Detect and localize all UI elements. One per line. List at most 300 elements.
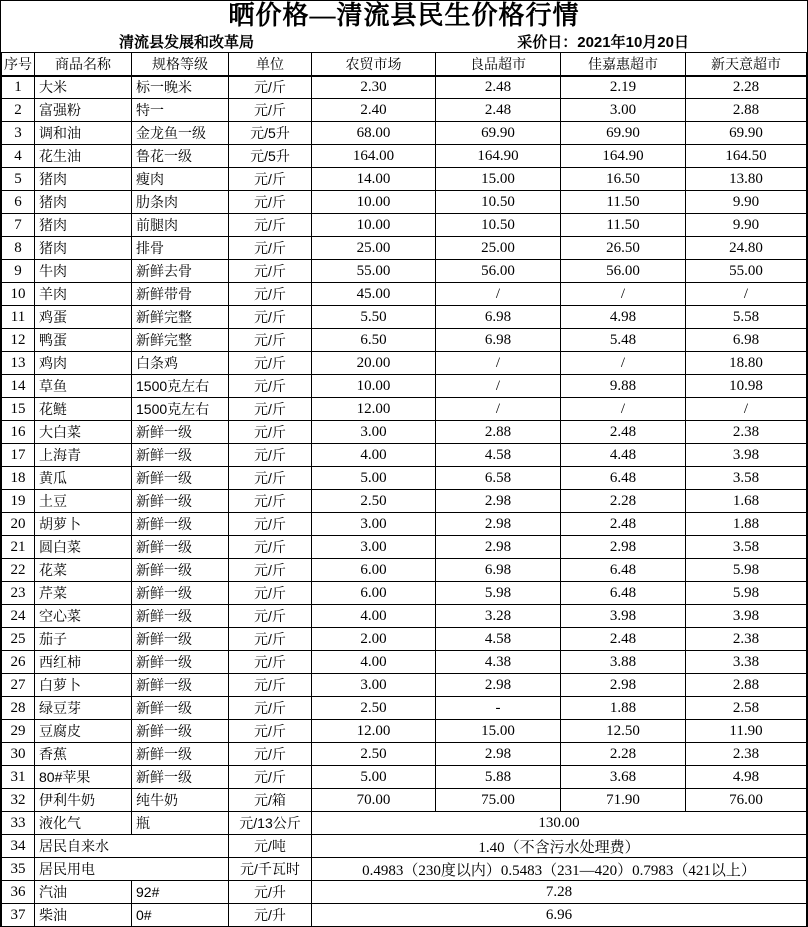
merged-price-cell: 130.00 [312, 812, 807, 835]
price-cell: 3.98 [561, 605, 686, 628]
product-name: 居民自来水 [35, 835, 229, 858]
table-row [2, 559, 807, 582]
row-index: 36 [2, 881, 35, 904]
product-name: 鸡肉 [35, 352, 132, 375]
price-cell: 2.28 [686, 76, 807, 99]
row-index: 12 [2, 329, 35, 352]
table-row [2, 260, 807, 283]
table-row [2, 858, 807, 881]
price-cell: / [561, 283, 686, 306]
price-cell: 2.50 [312, 743, 436, 766]
col-header-farmers-market: 农贸市场 [312, 53, 436, 76]
unit: 元/斤 [229, 260, 312, 283]
price-cell: 3.00 [312, 513, 436, 536]
price-cell: 2.50 [312, 697, 436, 720]
product-name: 草鱼 [35, 375, 132, 398]
price-cell: 12.00 [312, 398, 436, 421]
table-row [2, 76, 807, 99]
price-cell: 25.00 [312, 237, 436, 260]
unit: 元/13公斤 [229, 812, 312, 835]
price-cell: 4.00 [312, 651, 436, 674]
price-cell: 4.98 [686, 766, 807, 789]
price-cell: 3.68 [561, 766, 686, 789]
price-cell: 3.38 [686, 651, 807, 674]
price-cell: 4.48 [561, 444, 686, 467]
price-cell: 2.48 [561, 421, 686, 444]
table-row [2, 628, 807, 651]
price-cell: 5.98 [436, 582, 561, 605]
row-index: 32 [2, 789, 35, 812]
price-cell: 6.98 [436, 306, 561, 329]
price-cell: 5.58 [686, 306, 807, 329]
price-cell: 3.00 [312, 536, 436, 559]
table-row [2, 145, 807, 168]
price-cell: 12.00 [312, 720, 436, 743]
product-name: 空心菜 [35, 605, 132, 628]
unit: 元/斤 [229, 99, 312, 122]
price-cell: 4.00 [312, 605, 436, 628]
product-spec: 金龙鱼一级 [132, 122, 229, 145]
row-index: 18 [2, 467, 35, 490]
price-cell: 6.98 [686, 329, 807, 352]
unit: 元/升 [229, 881, 312, 904]
price-cell: 5.88 [436, 766, 561, 789]
product-spec: 瘦肉 [132, 168, 229, 191]
unit: 元/斤 [229, 628, 312, 651]
table-row [2, 352, 807, 375]
price-cell: 11.50 [561, 214, 686, 237]
unit: 元/斤 [229, 306, 312, 329]
unit: 元/斤 [229, 237, 312, 260]
price-cell: 18.80 [686, 352, 807, 375]
row-index: 14 [2, 375, 35, 398]
table-row [2, 191, 807, 214]
price-cell: 1.88 [561, 697, 686, 720]
price-cell: 3.00 [312, 421, 436, 444]
table-row [2, 421, 807, 444]
price-cell: 15.00 [436, 168, 561, 191]
unit: 元/斤 [229, 743, 312, 766]
price-cell: 2.50 [312, 490, 436, 513]
unit: 元/吨 [229, 835, 312, 858]
product-name: 花生油 [35, 145, 132, 168]
price-cell: 2.88 [436, 421, 561, 444]
price-cell: 45.00 [312, 283, 436, 306]
price-cell: 11.90 [686, 720, 807, 743]
product-spec: 新鲜带骨 [132, 283, 229, 306]
unit: 元/斤 [229, 674, 312, 697]
price-cell: 1.88 [686, 513, 807, 536]
product-name: 花鲢 [35, 398, 132, 421]
price-cell: 25.00 [436, 237, 561, 260]
price-table [1, 52, 807, 927]
product-spec: 新鲜一级 [132, 421, 229, 444]
table-row [2, 536, 807, 559]
survey-date-label: 采价日：2021年10月20日 [517, 34, 689, 51]
unit: 元/箱 [229, 789, 312, 812]
price-cell: 164.90 [436, 145, 561, 168]
table-row [2, 329, 807, 352]
price-cell: 164.50 [686, 145, 807, 168]
unit: 元/斤 [229, 283, 312, 306]
product-spec: 白条鸡 [132, 352, 229, 375]
price-cell: 6.58 [436, 467, 561, 490]
price-cell: 2.98 [561, 536, 686, 559]
price-cell: / [436, 283, 561, 306]
product-spec: 新鲜一级 [132, 720, 229, 743]
table-row [2, 743, 807, 766]
row-index: 26 [2, 651, 35, 674]
col-header-xintianyi-market: 新天意超市 [686, 53, 807, 76]
header-row [2, 53, 807, 76]
unit: 元/斤 [229, 582, 312, 605]
product-spec: 新鲜一级 [132, 582, 229, 605]
table-row [2, 720, 807, 743]
product-spec: 新鲜一级 [132, 513, 229, 536]
unit: 元/斤 [229, 651, 312, 674]
product-name: 花菜 [35, 559, 132, 582]
product-spec: 新鲜去骨 [132, 260, 229, 283]
price-cell: 6.00 [312, 582, 436, 605]
product-spec: 新鲜一级 [132, 490, 229, 513]
row-index: 28 [2, 697, 35, 720]
price-cell: 16.50 [561, 168, 686, 191]
price-cell: 9.90 [686, 191, 807, 214]
unit: 元/斤 [229, 375, 312, 398]
price-cell: 69.90 [561, 122, 686, 145]
row-index: 22 [2, 559, 35, 582]
table-row [2, 306, 807, 329]
price-cell: 10.50 [436, 191, 561, 214]
table-row [2, 214, 807, 237]
price-cell: 6.00 [312, 559, 436, 582]
product-spec: 新鲜一级 [132, 743, 229, 766]
row-index: 21 [2, 536, 35, 559]
row-index: 3 [2, 122, 35, 145]
price-cell: 2.58 [686, 697, 807, 720]
col-header-index: 序号 [2, 53, 35, 76]
product-name: 80#苹果 [35, 766, 132, 789]
price-cell: 3.98 [686, 605, 807, 628]
price-cell: 164.00 [312, 145, 436, 168]
price-cell: 55.00 [686, 260, 807, 283]
row-index: 9 [2, 260, 35, 283]
agency-label: 清流县发展和改革局 [119, 34, 255, 51]
product-name: 调和油 [35, 122, 132, 145]
unit: 元/斤 [229, 214, 312, 237]
price-cell: 9.90 [686, 214, 807, 237]
price-cell: 10.00 [312, 214, 436, 237]
product-name: 上海青 [35, 444, 132, 467]
product-spec: 肋条肉 [132, 191, 229, 214]
col-header-unit: 单位 [229, 53, 312, 76]
product-spec: 新鲜一级 [132, 536, 229, 559]
row-index: 29 [2, 720, 35, 743]
price-cell: 4.58 [436, 444, 561, 467]
row-index: 10 [2, 283, 35, 306]
product-name: 茄子 [35, 628, 132, 651]
product-name: 香蕉 [35, 743, 132, 766]
merged-price-cell: 0.4983（230度以内）0.5483（231—420）0.7983（421以上） [312, 858, 807, 881]
product-name: 胡萝卜 [35, 513, 132, 536]
price-cell: 10.00 [312, 375, 436, 398]
unit: 元/斤 [229, 421, 312, 444]
product-spec: 新鲜完整 [132, 306, 229, 329]
page-title: 晒价格—清流县民生价格行情 [228, 1, 580, 30]
price-cell: 20.00 [312, 352, 436, 375]
price-cell: 2.38 [686, 743, 807, 766]
merged-price-cell: 7.28 [312, 881, 807, 904]
unit: 元/斤 [229, 559, 312, 582]
table-row [2, 490, 807, 513]
product-spec: 瓶 [132, 812, 229, 835]
price-cell: 76.00 [686, 789, 807, 812]
row-index: 13 [2, 352, 35, 375]
unit: 元/千瓦时 [229, 858, 312, 881]
merged-price-cell: 6.96 [312, 904, 807, 927]
unit: 元/斤 [229, 605, 312, 628]
row-index: 6 [2, 191, 35, 214]
price-cell: 56.00 [561, 260, 686, 283]
price-cell: 2.98 [561, 674, 686, 697]
table-row [2, 398, 807, 421]
merged-price-cell: 1.40（不含污水处理费） [312, 835, 807, 858]
product-spec: 纯牛奶 [132, 789, 229, 812]
row-index: 17 [2, 444, 35, 467]
table-row [2, 237, 807, 260]
price-cell: 1.68 [686, 490, 807, 513]
price-cell: 5.00 [312, 766, 436, 789]
table-row [2, 605, 807, 628]
price-cell: 3.00 [312, 674, 436, 697]
price-cell: 75.00 [436, 789, 561, 812]
product-spec: 新鲜一级 [132, 674, 229, 697]
table-row [2, 513, 807, 536]
table-row [2, 881, 807, 904]
product-name: 伊利牛奶 [35, 789, 132, 812]
row-index: 24 [2, 605, 35, 628]
product-name: 牛肉 [35, 260, 132, 283]
unit: 元/斤 [229, 191, 312, 214]
row-index: 16 [2, 421, 35, 444]
unit: 元/5升 [229, 122, 312, 145]
product-spec: 排骨 [132, 237, 229, 260]
price-cell: 56.00 [436, 260, 561, 283]
product-spec: 新鲜一级 [132, 467, 229, 490]
row-index: 34 [2, 835, 35, 858]
price-cell: / [561, 352, 686, 375]
product-name: 黄瓜 [35, 467, 132, 490]
price-cell: 3.28 [436, 605, 561, 628]
row-index: 7 [2, 214, 35, 237]
price-cell: 26.50 [561, 237, 686, 260]
price-cell: 5.98 [686, 559, 807, 582]
price-cell: 164.90 [561, 145, 686, 168]
table-row [2, 674, 807, 697]
product-name: 富强粉 [35, 99, 132, 122]
product-name: 居民用电 [35, 858, 229, 881]
price-cell: 6.98 [436, 559, 561, 582]
row-index: 23 [2, 582, 35, 605]
product-spec: 新鲜一级 [132, 605, 229, 628]
price-cell: / [561, 398, 686, 421]
price-cell: 10.98 [686, 375, 807, 398]
unit: 元/斤 [229, 536, 312, 559]
product-name: 豆腐皮 [35, 720, 132, 743]
price-cell: 10.50 [436, 214, 561, 237]
row-index: 2 [2, 99, 35, 122]
price-cell: 2.00 [312, 628, 436, 651]
price-cell: 4.00 [312, 444, 436, 467]
price-cell: 2.30 [312, 76, 436, 99]
row-index: 11 [2, 306, 35, 329]
col-header-jiajiahui-market: 佳嘉惠超市 [561, 53, 686, 76]
subtitle-row [1, 31, 807, 52]
row-index: 31 [2, 766, 35, 789]
price-cell: 5.98 [686, 582, 807, 605]
product-name: 汽油 [35, 881, 132, 904]
price-cell: 2.48 [561, 628, 686, 651]
unit: 元/升 [229, 904, 312, 927]
price-cell: 12.50 [561, 720, 686, 743]
row-index: 4 [2, 145, 35, 168]
price-cell: 3.58 [686, 536, 807, 559]
price-cell: 4.58 [436, 628, 561, 651]
row-index: 35 [2, 858, 35, 881]
product-name: 鸭蛋 [35, 329, 132, 352]
unit: 元/斤 [229, 513, 312, 536]
table-row [2, 904, 807, 927]
col-header-liangpin-market: 良品超市 [436, 53, 561, 76]
price-cell: 2.98 [436, 674, 561, 697]
product-name: 液化气 [35, 812, 132, 835]
unit: 元/5升 [229, 145, 312, 168]
product-spec: 新鲜一级 [132, 766, 229, 789]
price-cell: 6.98 [436, 329, 561, 352]
table-row [2, 582, 807, 605]
price-table-body [2, 76, 807, 927]
unit: 元/斤 [229, 76, 312, 99]
price-cell: / [686, 283, 807, 306]
price-cell: 2.48 [436, 99, 561, 122]
price-cell: 5.00 [312, 467, 436, 490]
price-cell: 2.98 [436, 490, 561, 513]
table-row [2, 375, 807, 398]
table-row [2, 99, 807, 122]
product-spec: 前腿肉 [132, 214, 229, 237]
price-cell: 13.80 [686, 168, 807, 191]
price-cell: 2.28 [561, 490, 686, 513]
unit: 元/斤 [229, 398, 312, 421]
product-name: 鸡蛋 [35, 306, 132, 329]
price-cell: 2.48 [561, 513, 686, 536]
price-cell: 55.00 [312, 260, 436, 283]
price-cell: / [686, 398, 807, 421]
price-cell: 2.19 [561, 76, 686, 99]
product-spec: 特一 [132, 99, 229, 122]
price-cell: 3.58 [686, 467, 807, 490]
product-spec: 0# [132, 904, 229, 927]
unit: 元/斤 [229, 720, 312, 743]
table-row [2, 835, 807, 858]
price-cell: 2.88 [686, 674, 807, 697]
product-name: 猪肉 [35, 237, 132, 260]
product-name: 柴油 [35, 904, 132, 927]
price-cell: 4.38 [436, 651, 561, 674]
price-cell: 69.90 [436, 122, 561, 145]
price-cell: 2.98 [436, 513, 561, 536]
row-index: 25 [2, 628, 35, 651]
table-row [2, 283, 807, 306]
table-row [2, 697, 807, 720]
price-cell: 24.80 [686, 237, 807, 260]
unit: 元/斤 [229, 352, 312, 375]
row-index: 30 [2, 743, 35, 766]
row-index: 37 [2, 904, 35, 927]
unit: 元/斤 [229, 697, 312, 720]
price-cell: 3.88 [561, 651, 686, 674]
table-row [2, 444, 807, 467]
price-cell: / [436, 352, 561, 375]
row-index: 20 [2, 513, 35, 536]
price-cell: 3.00 [561, 99, 686, 122]
product-spec: 标一晚米 [132, 76, 229, 99]
price-cell: 68.00 [312, 122, 436, 145]
table-row [2, 812, 807, 835]
product-spec: 新鲜一级 [132, 651, 229, 674]
row-index: 33 [2, 812, 35, 835]
unit: 元/斤 [229, 490, 312, 513]
product-name: 绿豆芽 [35, 697, 132, 720]
product-name: 芹菜 [35, 582, 132, 605]
table-row [2, 766, 807, 789]
price-cell: 69.90 [686, 122, 807, 145]
price-cell: 2.38 [686, 421, 807, 444]
product-spec: 新鲜一级 [132, 697, 229, 720]
price-cell: 11.50 [561, 191, 686, 214]
price-cell: 2.28 [561, 743, 686, 766]
table-row [2, 467, 807, 490]
product-spec: 1500克左右 [132, 398, 229, 421]
table-row [2, 651, 807, 674]
price-cell: 2.48 [436, 76, 561, 99]
table-row [2, 789, 807, 812]
row-index: 5 [2, 168, 35, 191]
price-cell: 2.98 [436, 743, 561, 766]
price-cell: 6.48 [561, 467, 686, 490]
price-cell: 6.48 [561, 582, 686, 605]
table-row [2, 122, 807, 145]
product-name: 圆白菜 [35, 536, 132, 559]
unit: 元/斤 [229, 329, 312, 352]
product-spec: 新鲜一级 [132, 444, 229, 467]
product-name: 大米 [35, 76, 132, 99]
price-cell: 71.90 [561, 789, 686, 812]
product-spec: 92# [132, 881, 229, 904]
table-header [2, 53, 807, 76]
product-name: 大白菜 [35, 421, 132, 444]
row-index: 1 [2, 76, 35, 99]
product-name: 猪肉 [35, 191, 132, 214]
row-index: 19 [2, 490, 35, 513]
unit: 元/斤 [229, 168, 312, 191]
price-cell: 9.88 [561, 375, 686, 398]
price-cell: 5.48 [561, 329, 686, 352]
product-name: 猪肉 [35, 214, 132, 237]
row-index: 8 [2, 237, 35, 260]
product-name: 土豆 [35, 490, 132, 513]
price-cell: 2.40 [312, 99, 436, 122]
